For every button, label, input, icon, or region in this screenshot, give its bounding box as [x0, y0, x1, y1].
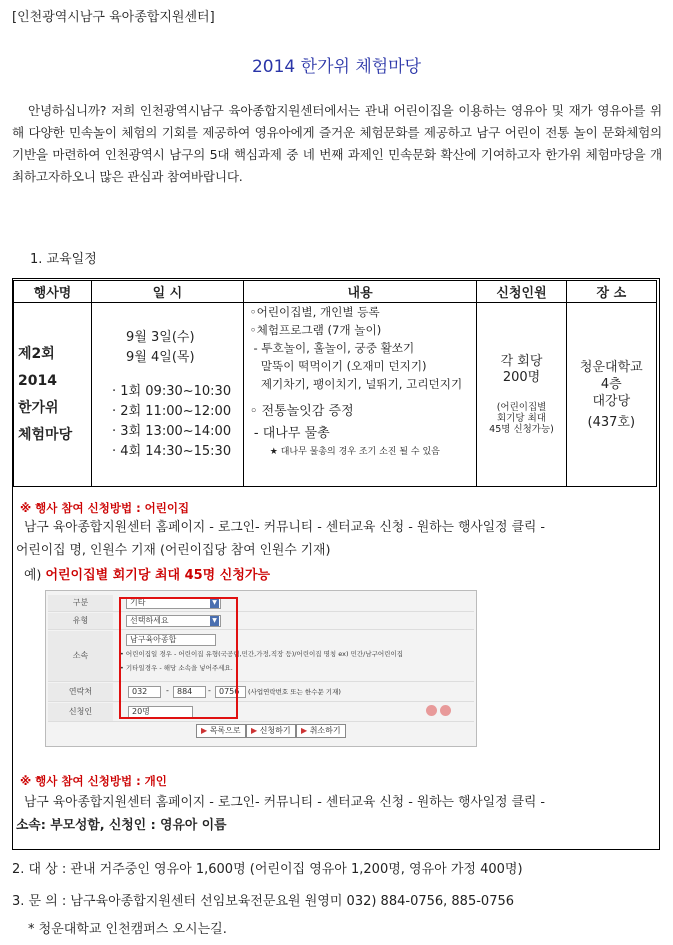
- time-line: · 3회 13:00~14:00: [112, 423, 232, 439]
- example-prefix: 예): [24, 568, 42, 583]
- method-daycare-line1: 남구 육아종합지원센터 홈페이지 - 로그인- 커뮤니티 - 센터교육 신청 - 원하는 행사일정 클릭 -: [24, 520, 545, 535]
- submit-button-label: 신청하기: [259, 726, 291, 735]
- place-line: 청운대학교: [579, 359, 643, 375]
- phone-dash: -: [208, 686, 211, 695]
- method-personal-line2: 소속: 부모성함, 신청인 : 영유아 이름: [16, 818, 227, 833]
- directions-link[interactable]: * 청운대학교 인천캠퍼스 오시는길.: [28, 922, 227, 937]
- form-label: 유형: [48, 613, 113, 629]
- method-personal-line1: 남구 육아종합지원센터 홈페이지 - 로그인- 커뮤니티 - 센터교육 신청 - 원하는 행사일정 클릭 -: [24, 795, 545, 810]
- intro-paragraph: [12, 100, 662, 188]
- th-event: 행사명: [14, 281, 92, 303]
- count-cell: [477, 303, 566, 487]
- decor-circle-icon: [440, 705, 451, 716]
- table-header-row: [14, 281, 657, 303]
- form-label: 소속: [48, 631, 113, 681]
- example-line: [24, 565, 270, 587]
- list-button[interactable]: [196, 724, 246, 738]
- contact-line: 3. 문 의 : 남구육아종합지원센터 선임보육전문요원 원영미 032) 884-0756, 885-0756: [12, 894, 515, 909]
- arrow-right-icon: ▶: [251, 726, 258, 735]
- event-name-line: 제2회: [18, 345, 55, 362]
- content-note: ★ 대나무 물총의 경우 조기 소진 될 수 있음: [269, 447, 440, 457]
- count-line: 각 회당: [500, 354, 543, 369]
- decor-circle-icon: [426, 705, 437, 716]
- intro-text: 안녕하십니까? 저희 인천광역시남구 육아종합지원센터에서는 관내 어린이집을 이용하는 영유아 및 재가 영유아를 위해 다양한 민속놀이 체험의 기회를 제공하여 영유아에게 즐거운 체험문화를 제공하고 남구 어린이 전통 놀이 문화체험의 기반을 마련하여 인천광역시 남구의 5대 핵심과제 중 네 번째 과제인 민속문화 확산에 기여하고자 한가위 체험마당을 개최하고자하오니 많은 관심과 참여바랍니다.: [12, 103, 662, 184]
- th-count: 신청인원: [477, 281, 566, 303]
- event-name-cell: [14, 303, 92, 487]
- time-line: · 4회 14:30~15:30: [112, 443, 232, 459]
- applicant-input[interactable]: 20명: [128, 706, 193, 718]
- count-note: 45명 신청가능): [489, 424, 554, 435]
- event-name-line: 2014: [18, 372, 57, 389]
- time-line: · 2회 11:00~12:00: [112, 403, 232, 419]
- content-cell: [243, 303, 477, 487]
- form-label: 구분: [48, 595, 113, 611]
- form-row-type: [48, 595, 474, 612]
- content-line: - 투호놀이, 훌놀이, 궁중 활쏘기: [249, 341, 415, 355]
- count-note: (어린이집별: [496, 402, 547, 413]
- phone-last-input[interactable]: 0756: [215, 686, 246, 698]
- method-personal-title: ※ 행사 참여 신청방법 : 개인: [20, 774, 167, 788]
- date-line: 9월 3일(수): [126, 329, 195, 345]
- form-label: 신청인: [48, 703, 113, 721]
- category-select-value: 선택하세요: [130, 616, 169, 625]
- list-button-label: 목록으로: [209, 726, 241, 735]
- count-line: 200명: [502, 370, 541, 385]
- chevron-down-icon: ▼: [210, 616, 219, 626]
- org-note: • 기타일경우 - 해당 소속을 넣어주세요.: [120, 664, 233, 672]
- cancel-button-label: 취소하기: [309, 726, 341, 735]
- place-line: 4층: [600, 376, 622, 392]
- phone-area-select[interactable]: 032: [128, 686, 161, 698]
- place-line: (437호): [587, 414, 636, 430]
- chevron-down-icon: ▼: [210, 598, 219, 608]
- schedule-table: [13, 280, 657, 487]
- form-row-category: [48, 613, 474, 630]
- date-cell: [92, 303, 244, 487]
- place-line: 대강당: [592, 393, 631, 409]
- org-note: • 어린이집일 경우 - 어린이집 유형(국공립,민간,가정,직장 등)/어린이집 명칭 ex) 민간/남구어린이집: [120, 650, 404, 658]
- form-row-phone: [48, 683, 474, 702]
- arrow-right-icon: ▶: [201, 726, 208, 735]
- time-line: · 1회 09:30~10:30: [112, 383, 232, 399]
- org-input[interactable]: 남구육아종합: [126, 634, 216, 646]
- content-line: 말뚝이 떡먹이기 (오재미 던지기): [249, 359, 427, 373]
- page-title: 2014 한가위 체험마당: [251, 57, 422, 77]
- content-line: 제기차기, 팽이치기, 널뛰기, 고리던지기: [249, 377, 463, 391]
- content-line: ◦체험프로그램 (7개 놀이): [249, 323, 382, 337]
- count-note: 회기당 최대: [497, 413, 546, 424]
- method-daycare-line2: 어린이집 명, 인원수 기재 (어린이집당 참여 인원수 기재): [16, 543, 331, 558]
- highlight-box: [119, 597, 238, 719]
- table-row: [14, 303, 657, 487]
- cancel-button[interactable]: [296, 724, 346, 738]
- content-line: ◦어린이집별, 개인별 등록: [249, 305, 380, 319]
- section-schedule-heading: 1. 교육일정: [30, 252, 97, 267]
- phone-mid-input[interactable]: 884: [173, 686, 206, 698]
- event-name-line: 체험마당: [18, 426, 73, 443]
- th-content: 내용: [243, 281, 477, 303]
- date-line: 9월 4일(목): [126, 349, 195, 365]
- place-cell: [566, 303, 656, 487]
- form-row-applicant: [48, 703, 474, 722]
- example-red-text: 어린이집별 회기당 최대 45명 신청가능: [45, 568, 271, 583]
- target-line: 2. 대 상 : 관내 거주중인 영유아 1,600명 (어린이집 영유아 1,200명, 영유아 가정 400명): [12, 862, 523, 877]
- phone-note: (사업연락번호 또는 한수문 기재): [248, 688, 341, 696]
- org-header: [인천광역시남구 육아종합지원센터]: [12, 10, 215, 25]
- method-daycare-title: ※ 행사 참여 신청방법 : 어린이집: [20, 501, 190, 515]
- event-name-line: 한가위: [18, 399, 59, 416]
- type-select-value: 기타: [130, 598, 146, 607]
- form-row-org: [48, 631, 474, 682]
- th-place: 장 소: [566, 281, 656, 303]
- submit-button[interactable]: [246, 724, 296, 738]
- arrow-right-icon: ▶: [301, 726, 308, 735]
- form-label: 연락처: [48, 683, 113, 701]
- phone-dash: -: [166, 686, 169, 695]
- content-line: ◦ 전통놀잇감 증정: [249, 404, 354, 419]
- th-date: 일 시: [92, 281, 244, 303]
- content-line: - 대나무 물총: [249, 426, 330, 441]
